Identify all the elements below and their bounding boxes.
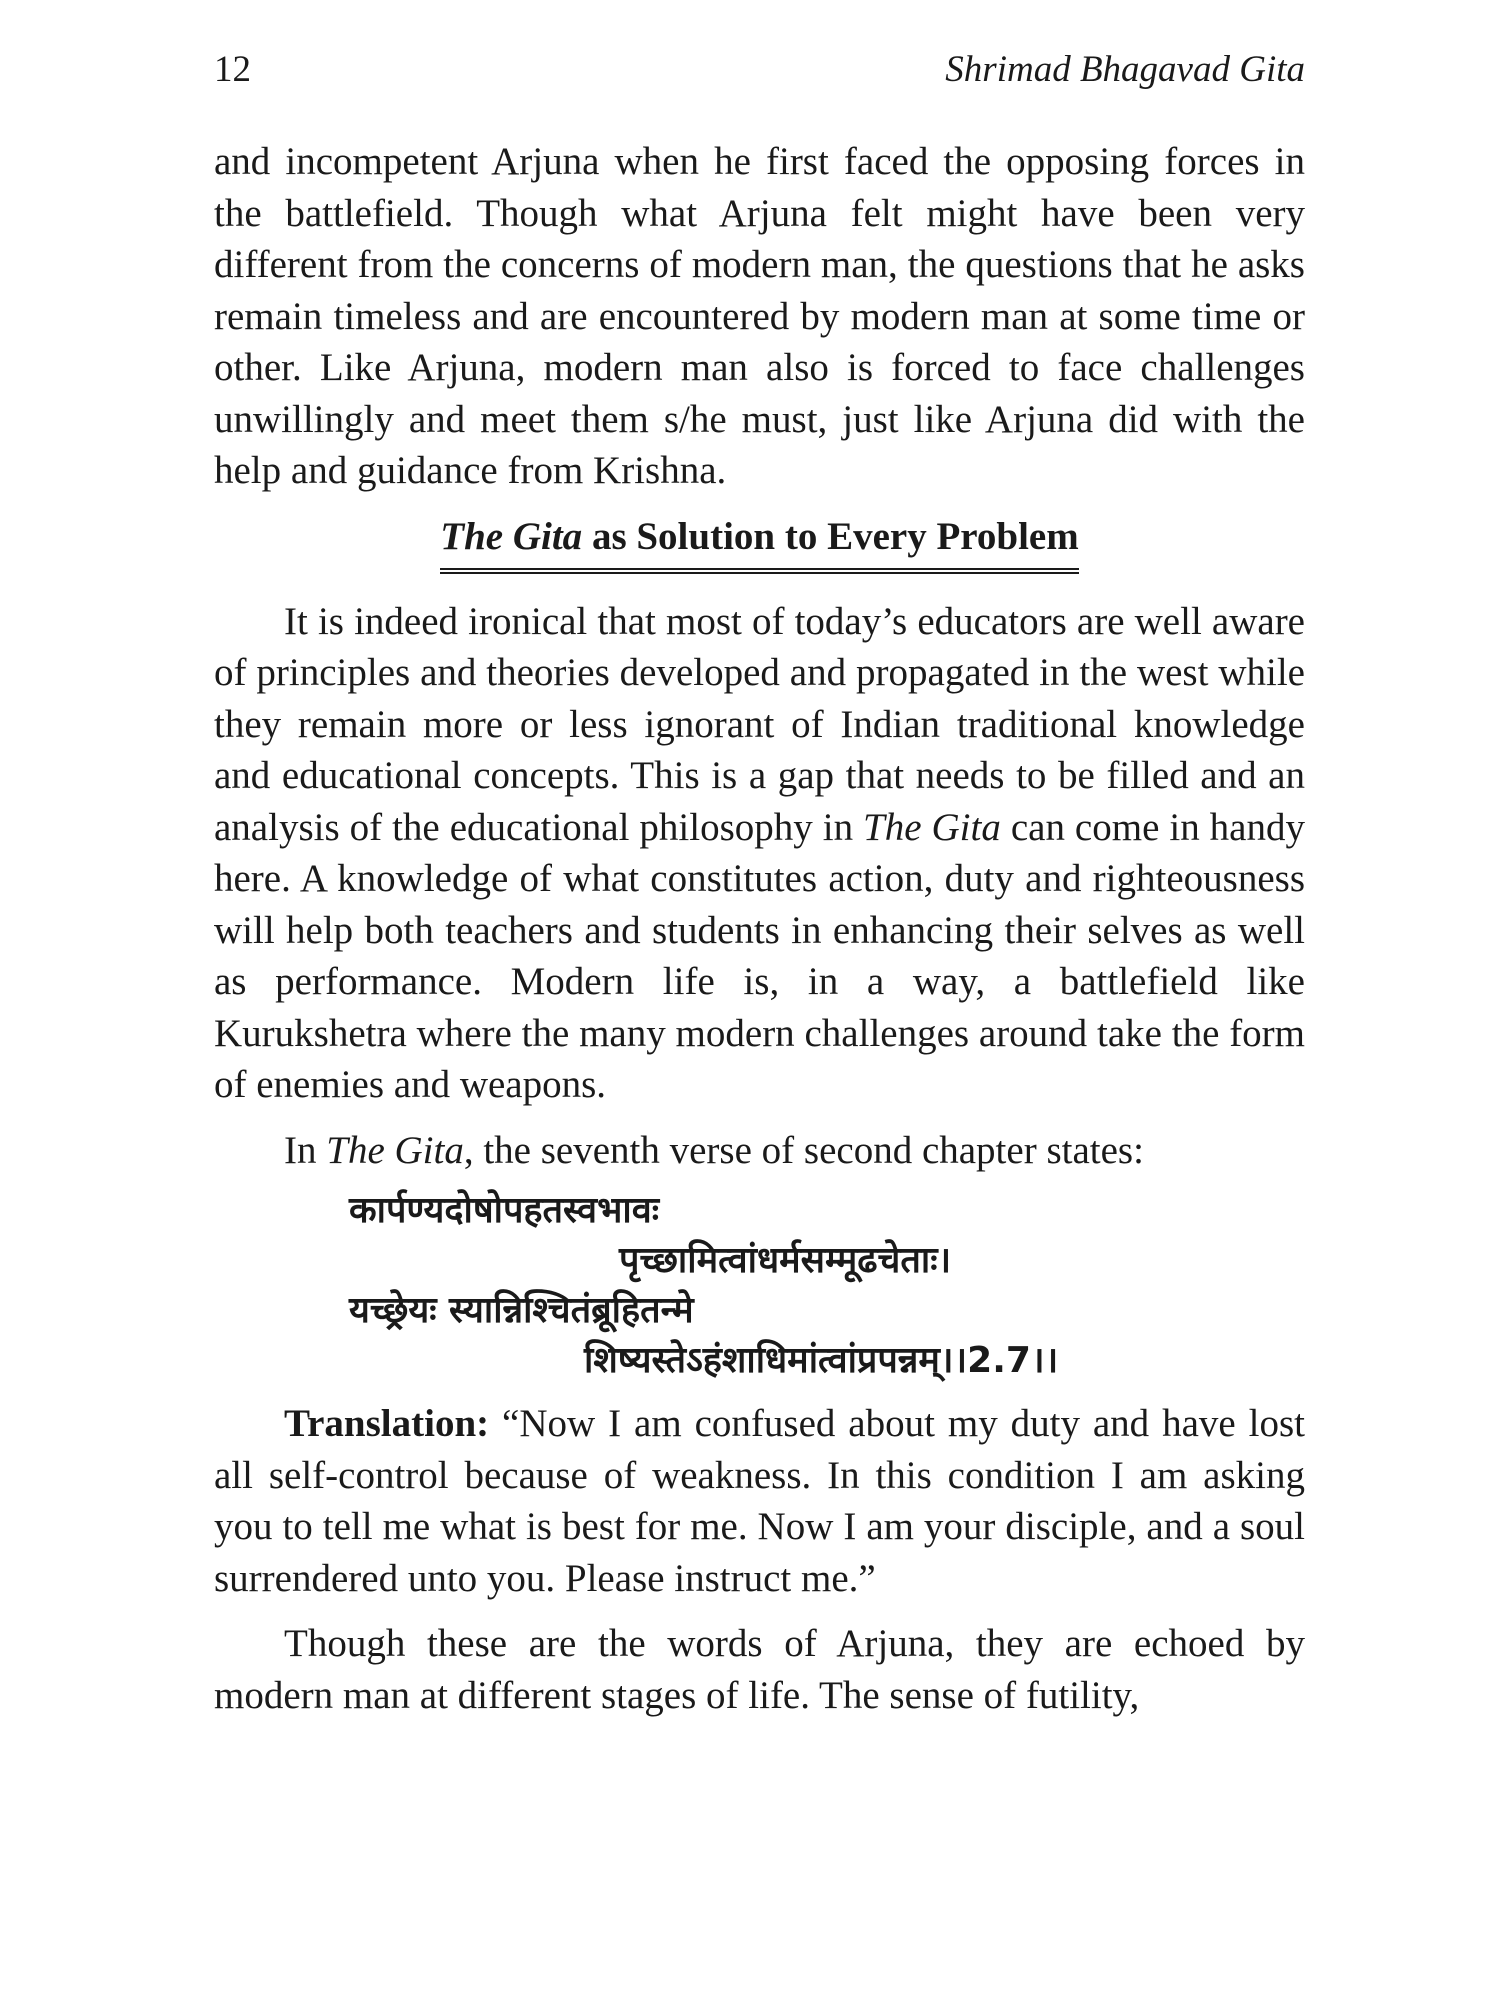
paragraph-educators-part1: It is indeed ironical that most of today’s educators are well aware of principles and theories developed and propagated in the west while they remain more or less ignorant of Indian traditional knowledge and educational concepts. This is a gap that needs to be filled and an analysis of the educational philosophy in: [214, 599, 1305, 849]
sanskrit-verse: [214, 1186, 1305, 1386]
paragraph-educators: [214, 596, 1305, 1111]
page-number: 12: [214, 49, 251, 90]
verse-line-3: यच्छ्रेयः स्यान्निश्चितंब्रूहितन्मे: [349, 1290, 694, 1331]
verse-intro-prefix: In: [284, 1128, 327, 1172]
translation-label: Translation:: [284, 1402, 490, 1445]
section-heading-wrapper: [214, 511, 1305, 574]
verse-intro-suffix: , the seventh verse of second chapter states:: [463, 1128, 1144, 1172]
heading-italic-title: The Gita: [440, 514, 583, 558]
verse-intro-italic: The Gita: [326, 1128, 464, 1172]
page-header: [214, 40, 1305, 100]
page-body: [214, 136, 1305, 1721]
translation-text: “Now I am confused about my duty and have lost all self-control because of weakness. In this condition I am asking you to tell me what is best for me. Now I am your disciple, and a soul surrendered unto you. Please instruct me.”: [214, 1402, 1305, 1600]
paragraph-educators-part2: can come in handy here. A knowledge of what constitutes action, duty and righteousness will help both teachers and students in enhancing their selves as well as performance. Modern life is, in a way, a battlefield like Kurukshetra where the many modern challenges around take the form of enemies and weapons.: [214, 805, 1305, 1106]
paragraph-arjuna-words: Though these are the words of Arjuna, they are echoed by modern man at different stages of life. The sense of futility,: [214, 1622, 1305, 1717]
verse-line-4: शिष्यस्तेऽहंशाधिमांत्वांप्रपन्नम्।।2.7।।: [584, 1340, 1059, 1381]
paragraph-educators-italic: The Gita: [863, 805, 1001, 849]
paragraph-verse-intro: [214, 1125, 1305, 1177]
paragraph-continuation: and incompetent Arjuna when he first faced the opposing forces in the battlefield. Though what Arjuna felt might have been very different from the concerns of modern man, the questions that he asks remain timeless and are encountered by modern man at some time or other. Like Arjuna, modern man also is forced to face challenges unwillingly and meet them s/he must, just like Arjuna did with the help and guidance from Krishna.: [214, 140, 1305, 492]
verse-line-1: कार्पण्यदोषोपहतस्वभावः: [349, 1190, 659, 1231]
verse-line-2: पृच्छामित्वांधर्मसम्मूढचेताः।: [619, 1240, 952, 1281]
running-title: Shrimad Bhagavad Gita: [945, 49, 1305, 90]
section-heading: [440, 512, 1078, 574]
heading-text: as Solution to Every Problem: [582, 514, 1079, 558]
paragraph-translation: [214, 1398, 1305, 1604]
